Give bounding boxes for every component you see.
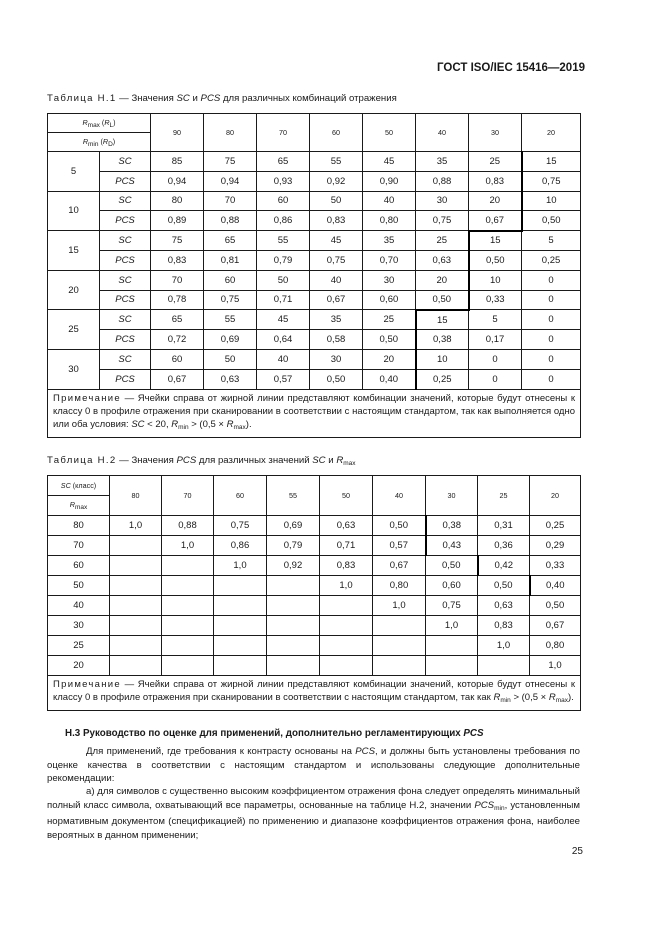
table-cell <box>110 536 162 556</box>
column-header: 70 <box>162 476 214 516</box>
header-rmax: $R_{max}$ <box>48 496 110 516</box>
table-cell <box>214 616 267 636</box>
table-cell <box>110 576 162 596</box>
table-cell: 0,64 <box>257 330 310 350</box>
rmin-value: 25 <box>48 310 100 350</box>
table-cell: 45 <box>310 231 363 251</box>
table-cell: 55 <box>204 310 257 330</box>
column-header: 40 <box>416 114 469 152</box>
table-row <box>48 656 581 676</box>
table-cell <box>267 596 320 616</box>
table-cell: 0,38 <box>426 516 478 536</box>
table-cell: 0,94 <box>151 171 204 191</box>
table-cell: 75 <box>151 231 204 251</box>
table-cell <box>162 576 214 596</box>
column-header: 50 <box>363 114 416 152</box>
table1-note: Примечание — Ячейки справа от жирной линии представляют комбинации значений, которые будут отнесены к классу 0 в профиле отражения при сканировании в соответствии с настоящим стандартом, так как выполняется одно или оба условия: SC < 20, $R_{min} > (0,5 \times R_{max})$. <box>48 389 581 437</box>
sc-label: SC <box>100 310 151 330</box>
pcs-label: PCS <box>100 211 151 231</box>
rmax-value: 40 <box>48 596 110 616</box>
rmin-value: 15 <box>48 231 100 271</box>
table-cell: 0,83 <box>478 616 530 636</box>
table-cell: 5 <box>522 231 581 251</box>
table-row <box>48 616 581 636</box>
table-cell: 0 <box>469 369 522 389</box>
table-cell: 0,75 <box>522 171 581 191</box>
header-rmin-rd: $R_{min}$ $(R_D)$ <box>48 133 151 152</box>
column-header: 30 <box>469 114 522 152</box>
table-cell: 0,75 <box>310 250 363 270</box>
table-cell: 0,86 <box>214 536 267 556</box>
table-cell: 1,0 <box>320 576 373 596</box>
table-cell: 0,70 <box>363 250 416 270</box>
table-cell: 1,0 <box>478 636 530 656</box>
table-cell: 1,0 <box>373 596 426 616</box>
table-cell: 0,50 <box>469 250 522 270</box>
table-cell <box>267 616 320 636</box>
table-cell: 0 <box>469 349 522 369</box>
table-cell: 0,83 <box>469 171 522 191</box>
table-cell <box>267 636 320 656</box>
table-cell: 0,75 <box>204 290 257 310</box>
table-cell: 1,0 <box>426 616 478 636</box>
table-cell: 45 <box>363 152 416 172</box>
pcs-label: PCS <box>100 171 151 191</box>
table-cell <box>373 616 426 636</box>
table-cell: 25 <box>363 310 416 330</box>
column-header: 90 <box>151 114 204 152</box>
table-cell: 20 <box>469 191 522 211</box>
pcs-label: PCS <box>100 330 151 350</box>
table-row <box>48 330 581 350</box>
rmax-value: 70 <box>48 536 110 556</box>
table-cell <box>110 556 162 576</box>
table-cell: 0 <box>522 290 581 310</box>
header-sc-class: SC (класс) <box>48 476 110 496</box>
table-cell: 0,25 <box>416 369 469 389</box>
table-cell: 0,58 <box>310 330 363 350</box>
table-cell <box>162 636 214 656</box>
table-cell <box>110 596 162 616</box>
table-cell <box>426 636 478 656</box>
table-sc-pcs-values <box>47 113 581 438</box>
table-row <box>48 636 581 656</box>
table-cell: 80 <box>151 191 204 211</box>
table-cell <box>162 656 214 676</box>
table-cell <box>162 616 214 636</box>
table-cell: 0,83 <box>151 250 204 270</box>
table-cell: 30 <box>363 270 416 290</box>
table-cell: 0,75 <box>214 516 267 536</box>
section-title: Н.3 Руководство по оценке для применений, дополнительно регламентирующих PCS <box>65 728 484 739</box>
table-row <box>48 536 581 556</box>
table-cell: 0,50 <box>310 369 363 389</box>
table-cell: 0,57 <box>257 369 310 389</box>
table-cell: 40 <box>363 191 416 211</box>
table-cell: 0,42 <box>478 556 530 576</box>
rmin-value: 5 <box>48 152 100 192</box>
table-cell: 15 <box>469 231 522 251</box>
column-header: 80 <box>204 114 257 152</box>
column-header: 20 <box>522 114 581 152</box>
table-cell: 30 <box>310 349 363 369</box>
table-cell: 0 <box>522 270 581 290</box>
table-cell: 0,80 <box>363 211 416 231</box>
table-cell: 0,38 <box>416 330 469 350</box>
table-cell: 0,81 <box>204 250 257 270</box>
table-cell: 0,67 <box>469 211 522 231</box>
table-cell: 0,57 <box>373 536 426 556</box>
table-cell: 0,89 <box>151 211 204 231</box>
sc-label: SC <box>100 349 151 369</box>
table-cell <box>214 636 267 656</box>
column-header: 20 <box>530 476 581 516</box>
table-cell: 0,69 <box>267 516 320 536</box>
table-row <box>48 576 581 596</box>
table-cell: 0,83 <box>310 211 363 231</box>
pcs-label: PCS <box>100 250 151 270</box>
table-cell: 0,83 <box>320 556 373 576</box>
table-cell: 0,67 <box>151 369 204 389</box>
table-cell: 65 <box>204 231 257 251</box>
table-cell: 0,71 <box>320 536 373 556</box>
table-row <box>48 369 581 389</box>
table-cell: 0,36 <box>478 536 530 556</box>
table-cell <box>110 636 162 656</box>
table-row <box>48 349 581 369</box>
table-cell: 0,88 <box>416 171 469 191</box>
table-cell: 0,33 <box>469 290 522 310</box>
table-cell: 0,72 <box>151 330 204 350</box>
table-cell: 5 <box>469 310 522 330</box>
column-header: 70 <box>257 114 310 152</box>
table2-caption: Таблица Н.2 — Значения PCS для различных значений SC и $R_{max}$ <box>47 455 356 467</box>
section-paragraph-2: а) для символов с существенно высоким коэффициентом отражения фона следует определять минимальный полный класс символа, охватывающий все параметры, основанные на таблице Н.2, значении $PCS_{min}$, установленным нормативным документом (спецификацией) по применению и диапазоне коэффициентов отражения фона, наиболее вероятных в данном применении; <box>47 786 580 841</box>
table-cell: 70 <box>151 270 204 290</box>
table-row <box>48 250 581 270</box>
table-cell: 1,0 <box>110 516 162 536</box>
sc-label: SC <box>100 191 151 211</box>
table-cell: 10 <box>469 270 522 290</box>
page-number: 25 <box>571 846 583 857</box>
table-cell: 65 <box>257 152 310 172</box>
table-cell <box>320 636 373 656</box>
table-cell: 0,50 <box>522 211 581 231</box>
table-cell: 50 <box>310 191 363 211</box>
table-cell: 0,25 <box>522 250 581 270</box>
table-cell: 1,0 <box>162 536 214 556</box>
table-cell <box>320 596 373 616</box>
table-cell: 0,63 <box>478 596 530 616</box>
table-cell <box>373 636 426 656</box>
table-cell: 55 <box>257 231 310 251</box>
table-cell <box>110 616 162 636</box>
table-cell <box>162 596 214 616</box>
column-header: 55 <box>267 476 320 516</box>
column-header: 25 <box>478 476 530 516</box>
pcs-label: PCS <box>100 369 151 389</box>
column-header: 60 <box>214 476 267 516</box>
table-cell: 0,63 <box>416 250 469 270</box>
table-cell: 0,80 <box>373 576 426 596</box>
table-cell: 25 <box>416 231 469 251</box>
table-cell: 0 <box>522 330 581 350</box>
table-cell: 0,92 <box>267 556 320 576</box>
table-cell: 0,63 <box>320 516 373 536</box>
table-cell: 0,71 <box>257 290 310 310</box>
table-cell: 15 <box>416 310 469 330</box>
table-cell: 35 <box>310 310 363 330</box>
table-cell: 10 <box>416 349 469 369</box>
sc-label: SC <box>100 270 151 290</box>
table-cell: 0,50 <box>373 516 426 536</box>
table-cell: 0,75 <box>426 596 478 616</box>
table1-caption: Таблица Н.1 — Значения SC и PCS для различных комбинаций отражения <box>47 93 397 104</box>
table-cell: 0,79 <box>257 250 310 270</box>
table-row <box>48 171 581 191</box>
table-row <box>48 191 581 211</box>
column-header: 40 <box>373 476 426 516</box>
table2-note: Примечание — Ячейки справа от жирной линии представляют комбинации значений, которые будут отнесены к классу 0 в профиле отражения при сканировании в соответствии с настоящим стандартом, так как $R_{min} > (0,5 \times R_{max})$. <box>48 676 581 711</box>
table-cell: 0,92 <box>310 171 363 191</box>
table-cell <box>267 656 320 676</box>
table-cell: 0,69 <box>204 330 257 350</box>
table-row <box>48 152 581 172</box>
table-row <box>48 516 581 536</box>
table-row <box>48 290 581 310</box>
rmax-value: 60 <box>48 556 110 576</box>
table-cell: 20 <box>416 270 469 290</box>
table-cell <box>267 576 320 596</box>
table-cell: 0,67 <box>373 556 426 576</box>
table-cell: 30 <box>416 191 469 211</box>
table-cell: 0 <box>522 349 581 369</box>
table-cell: 0,93 <box>257 171 310 191</box>
table-cell <box>478 656 530 676</box>
table-cell: 10 <box>522 191 581 211</box>
table-cell <box>214 656 267 676</box>
table-cell: 0 <box>522 310 581 330</box>
table-pcs-values <box>47 475 581 711</box>
table-cell: 0,50 <box>363 330 416 350</box>
column-header: 60 <box>310 114 363 152</box>
table-cell: 0,40 <box>530 576 581 596</box>
table-cell: 25 <box>469 152 522 172</box>
table-cell: 0,88 <box>162 516 214 536</box>
table-cell: 60 <box>204 270 257 290</box>
table-cell: 35 <box>416 152 469 172</box>
table-row <box>48 556 581 576</box>
table-cell: 50 <box>257 270 310 290</box>
table-cell: 0,63 <box>204 369 257 389</box>
table-cell: 1,0 <box>214 556 267 576</box>
table-row <box>48 231 581 251</box>
table-cell: 0,86 <box>257 211 310 231</box>
table-cell: 0,88 <box>204 211 257 231</box>
table-cell: 15 <box>522 152 581 172</box>
table-cell: 0,90 <box>363 171 416 191</box>
section-paragraph-1: Для применений, где требования к контрасту основаны на PCS, и должны быть установлены требования по оценке качества в соответствии с настоящим стандартом и использованы следующие дополнительные рекомендации: <box>47 746 580 784</box>
table-row <box>48 310 581 330</box>
table-cell <box>214 596 267 616</box>
column-header: 30 <box>426 476 478 516</box>
table-cell: 60 <box>257 191 310 211</box>
table-cell: 0,25 <box>530 516 581 536</box>
table-cell <box>110 656 162 676</box>
table-cell: 0,94 <box>204 171 257 191</box>
table-cell <box>426 656 478 676</box>
standard-header: ГОСТ ISO/IEC 15416—2019 <box>437 62 585 74</box>
rmin-value: 30 <box>48 349 100 389</box>
table-cell <box>162 556 214 576</box>
table-cell: 0,50 <box>478 576 530 596</box>
table-cell: 55 <box>310 152 363 172</box>
table-cell: 0,31 <box>478 516 530 536</box>
table-cell: 35 <box>363 231 416 251</box>
table-cell: 40 <box>310 270 363 290</box>
table-cell: 50 <box>204 349 257 369</box>
rmax-value: 25 <box>48 636 110 656</box>
table-cell: 85 <box>151 152 204 172</box>
table-row <box>48 270 581 290</box>
table-cell: 0,40 <box>363 369 416 389</box>
table-cell: 0,17 <box>469 330 522 350</box>
table-cell: 0,60 <box>363 290 416 310</box>
table-cell: 65 <box>151 310 204 330</box>
table-cell: 0,80 <box>530 636 581 656</box>
table-cell: 0,29 <box>530 536 581 556</box>
table-cell: 20 <box>363 349 416 369</box>
header-rmax-rl: $R_{max}$ $(R_L)$ <box>48 114 151 133</box>
table-row <box>48 596 581 616</box>
table-cell: 0,50 <box>416 290 469 310</box>
table-cell: 45 <box>257 310 310 330</box>
table-cell <box>214 576 267 596</box>
table-cell: 0,75 <box>416 211 469 231</box>
table-cell: 0,60 <box>426 576 478 596</box>
table-cell <box>320 656 373 676</box>
sc-label: SC <box>100 152 151 172</box>
table-cell: 0,67 <box>530 616 581 636</box>
sc-label: SC <box>100 231 151 251</box>
rmax-value: 30 <box>48 616 110 636</box>
table-cell: 0,50 <box>530 596 581 616</box>
rmin-value: 10 <box>48 191 100 231</box>
table-cell: 40 <box>257 349 310 369</box>
table-cell: 0,50 <box>426 556 478 576</box>
rmin-value: 20 <box>48 270 100 310</box>
rmax-value: 20 <box>48 656 110 676</box>
rmax-value: 50 <box>48 576 110 596</box>
table-cell: 1,0 <box>530 656 581 676</box>
pcs-label: PCS <box>100 290 151 310</box>
table-cell <box>320 616 373 636</box>
table-cell <box>373 656 426 676</box>
table-cell: 60 <box>151 349 204 369</box>
table-cell: 70 <box>204 191 257 211</box>
column-header: 50 <box>320 476 373 516</box>
rmax-value: 80 <box>48 516 110 536</box>
table-row <box>48 211 581 231</box>
table-cell: 0 <box>522 369 581 389</box>
table-cell: 0,78 <box>151 290 204 310</box>
table-cell: 0,43 <box>426 536 478 556</box>
table-cell: 0,33 <box>530 556 581 576</box>
column-header: 80 <box>110 476 162 516</box>
table-cell: 0,79 <box>267 536 320 556</box>
table-cell: 75 <box>204 152 257 172</box>
table-cell: 0,67 <box>310 290 363 310</box>
